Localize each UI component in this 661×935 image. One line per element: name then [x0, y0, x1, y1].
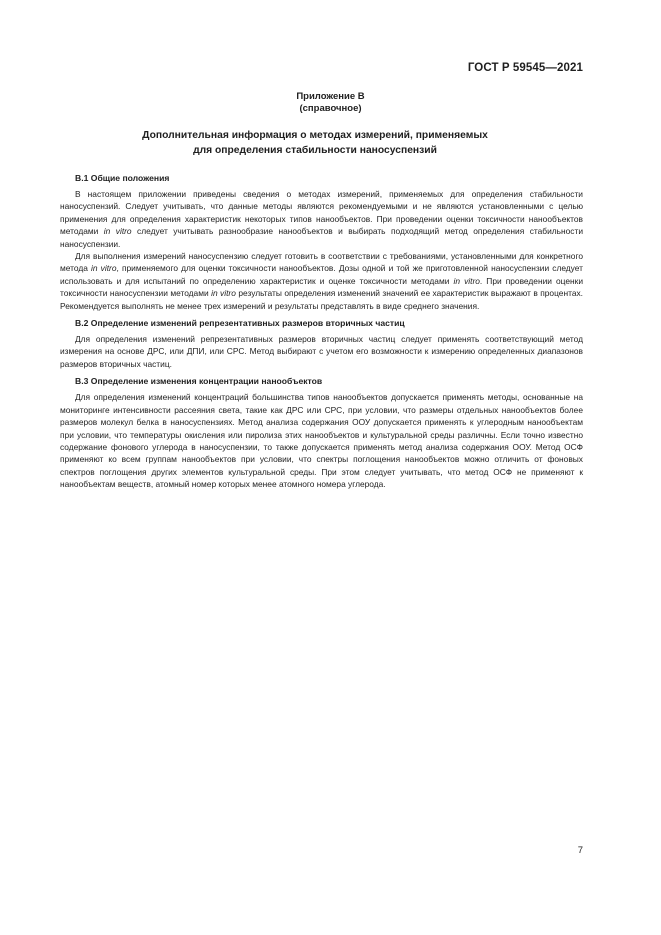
- document-title: [90, 128, 540, 158]
- section-heading: В.2 Определение изменений репрезентативных размеров вторичных частиц: [75, 318, 405, 329]
- section-b1: [60, 172, 583, 312]
- paragraph: Для определения изменений репрезентативных размеров вторичных частиц следует применять соответствующий метод измерения на основе ДРС, или ДПИ, или СРС. Метод выбирают с учетом его возможности к измерению определенных диапазонов размеров вторичных частиц.: [60, 334, 583, 369]
- annex-title: Приложение В: [296, 91, 365, 102]
- paragraph: Для выполнения измерений наносуспензию следует готовить в соответствии с требованиями, установленными для конкретного метода in vitro, применяемого для оценки токсичности нанообъектов. Дозы одной и той же приготовленной наносуспензии следует использовать и для испытаний по определению характеристик и оценке токсичности методами in vitro. При проведении оценки токсичности наносуспензии методами in vitro результаты определения изменений значений ее характеристик выражают в процентах. Рекомендуется выполнять не менее трех измерений и результаты представлять в виде среднего значения.: [60, 251, 583, 311]
- annex-heading: [0, 91, 661, 115]
- section-b3: [60, 375, 583, 490]
- title-line-2: для определения стабильности наносуспензий: [193, 145, 437, 156]
- standard-number: ГОСТ Р 59545—2021: [467, 62, 583, 74]
- document-body: [60, 172, 583, 496]
- section-heading: В.3 Определение изменения концентрации нанообъектов: [75, 376, 323, 387]
- title-line-1: Дополнительная информация о методах измерений, применяемых: [142, 130, 488, 141]
- paragraph: В настоящем приложении приведены сведения о методах измерений, применяемых для определения стабильности наносуспензий. Следует учитывать, что данные методы являются рекомендуемыми и не являются установленными с целью применения для определения характеристик некоторых типов нанообъектов. При проведении оценки токсичности нанообъектов методами in vitro следует учитывать разнообразие нанообъектов и выбирать подходящий метод определения стабильности наносуспензии.: [60, 189, 583, 249]
- page-number: 7: [577, 845, 583, 856]
- paragraph: Для определения изменений концентраций большинства типов нанообъектов допускается применять методы, основанные на мониторинге интенсивности рассеяния света, такие как ДРС или СРС, при условии, что размеры отдельных нанообъектов более размеров молекул белка в наносуспензиях. Метод анализа содержания ООУ допускается применять к углеродным нанообъектам при условии, что температуры окисления или пиролиза этих нанообъектов и культуральной среды различны. Если точно известно содержание фонового углерода в наносуспензии, то также допускается применять метод анализа содержания ООУ. Метод ОСФ применяют ко всем группам нанообъектов при условии, что спектры поглощения нанообъектов можно отличить от фоновых спектров поглощения других элементов культуральной среды. При этом следует учитывать, что метод ОСФ не применяют к нанообъектам веществ, атомный номер которых менее атомного номера углерода.: [60, 392, 583, 490]
- section-b2: [60, 317, 583, 370]
- section-heading: В.1 Общие положения: [75, 173, 170, 183]
- annex-type: (справочное): [299, 103, 362, 114]
